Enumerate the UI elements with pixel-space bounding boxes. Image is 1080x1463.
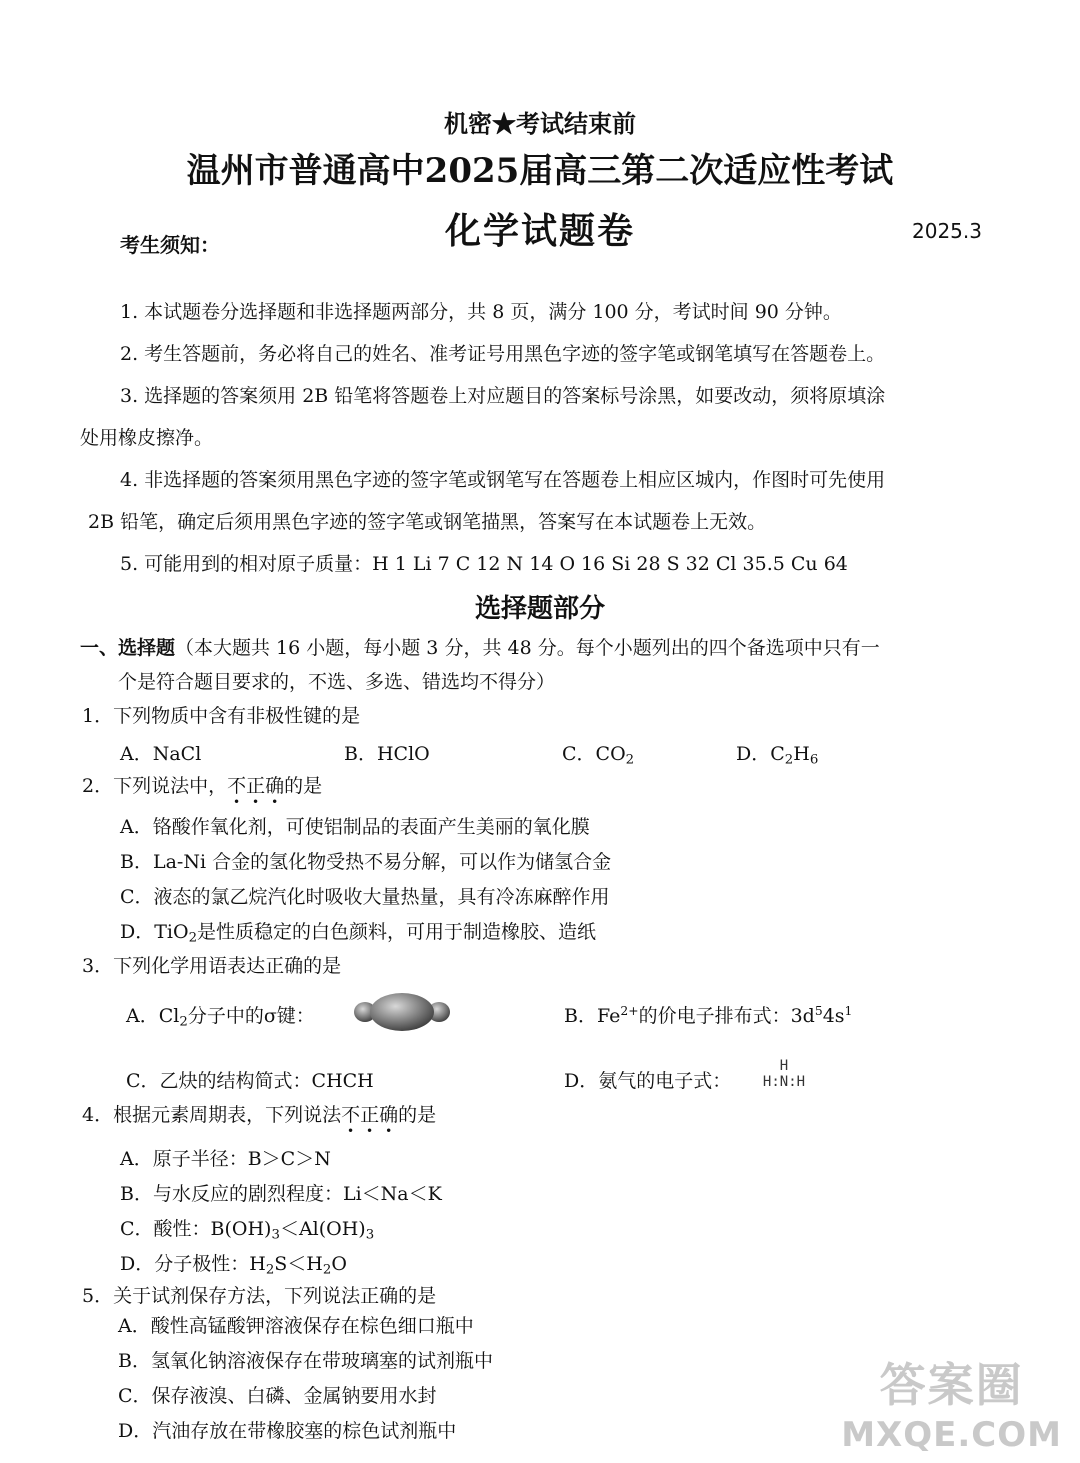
- notice-item-2: 2. 考生答题前，务必将自己的姓名、准考证号用黑色字迹的签字笔或钢笔填写在答题卷上。: [120, 343, 886, 365]
- notice-item-5: 5. 可能用到的相对原子质量：H 1 Li 7 C 12 N 14 O 16 Si 28 S 32 Cl 35.5 Cu 64: [120, 553, 848, 575]
- part1-desc2: 个是符合题目要求的，不选、多选、错选均不得分）: [118, 671, 556, 693]
- q3-option-d: D．氨气的电子式：: [564, 1070, 732, 1092]
- exam-date: 2025.3: [912, 219, 982, 243]
- notice-item-4a: 4. 非选择题的答案须用黑色字迹的签字笔或钢笔写在答题卷上相应区城内，作图时可先使用: [120, 469, 886, 491]
- section-title: 选择题部分: [474, 594, 605, 624]
- notice-item-3a: 3. 选择题的答案须用 2B 铅笔将答题卷上对应题目的答案标号涂黑，如要改动，须将原填涂: [120, 385, 886, 407]
- notice-heading: 考生须知：: [120, 233, 220, 257]
- site-watermark: 答案圈 MXQE.COM: [841, 1358, 1062, 1455]
- q2-option-a: A．铬酸作氧化剂，可使铝制品的表面产生美丽的氧化膜: [120, 816, 590, 838]
- q4-stem: 4．根据元素周期表，下列说法不正确的是: [82, 1104, 437, 1126]
- q5-stem: 5．关于试剂保存方法，下列说法正确的是: [82, 1285, 437, 1307]
- q5-option-c: C．保存液溴、白磷、金属钠要用水封: [118, 1385, 437, 1407]
- q4-option-d: D．分子极性：$H_2S<H_2O$: [120, 1253, 347, 1278]
- confidential-mark: 机密★考试结束前: [444, 109, 636, 138]
- q2-option-c: C．液态的氯乙烷汽化时吸收大量热量，具有冷冻麻醉作用: [120, 886, 610, 908]
- notice-item-4b: 2B 铅笔，确定后须用黑色字迹的签字笔或钢笔描黑，答案写在本试题卷上无效。: [88, 511, 767, 533]
- q1-stem: 1．下列物质中含有非极性键的是: [82, 705, 361, 727]
- q5-option-a: A．酸性高锰酸钾溶液保存在棕色细口瓶中: [118, 1315, 474, 1337]
- q5-option-d: D．汽油存放在带橡胶塞的棕色试剂瓶中: [118, 1420, 457, 1442]
- subject-title: 化学试题卷: [444, 210, 635, 252]
- q1-option-d: D．$C_2H_6$: [736, 743, 819, 768]
- notice-item-3b: 处用橡皮擦净。: [80, 427, 214, 449]
- q4-option-c: C．酸性：$B(OH)_3<Al(OH)_3$: [120, 1218, 375, 1243]
- q3-option-b: B．$Fe^{2+}$的价电子排布式：$3d^54s^1$: [564, 1004, 853, 1027]
- q1-option-b: B．HClO: [344, 743, 430, 765]
- q5-option-b: B．氢氧化钠溶液保存在带玻璃塞的试剂瓶中: [118, 1350, 493, 1372]
- q2-option-d: D．TiO$_2$是性质稳定的白色颜料，可用于制造橡胶、造纸: [120, 921, 597, 946]
- q2-stem: 2．下列说法中，不正确的是: [82, 775, 323, 797]
- ammonia-electron-formula: H H:N:H: [762, 1058, 806, 1090]
- sigma-bond-orbital-icon: [352, 990, 452, 1034]
- q4-option-a: A．原子半径：B＞C＞N: [120, 1148, 331, 1170]
- q1-option-c: C．$CO_2$: [562, 743, 635, 768]
- part1-heading: [80, 633, 880, 660]
- q3-stem: 3．下列化学用语表达正确的是: [82, 955, 342, 977]
- q1-option-a: A．NaCl: [120, 743, 202, 765]
- notice-item-1: 1. 本试题卷分选择题和非选择题两部分，共 8 页，满分 100 分，考试时间 90 分钟。: [120, 301, 842, 323]
- part1-label: 一、选择题: [80, 637, 176, 659]
- exam-title: 温州市普通高中2025届高三第二次适应性考试: [186, 151, 894, 191]
- q3-option-a: A．$Cl_2$分子中的σ键：: [126, 1005, 315, 1030]
- q2-option-b: B．La-Ni 合金的氢化物受热不易分解，可以作为储氢合金: [120, 851, 612, 873]
- q3-option-c: C．乙炔的结构简式：CHCH: [126, 1070, 374, 1092]
- q4-option-b: B．与水反应的剧烈程度：Li＜Na＜K: [120, 1183, 442, 1205]
- part1-desc1: （本大题共 16 小题，每小题 3 分，共 48 分。每个小题列出的四个备选项中只有一: [175, 637, 880, 659]
